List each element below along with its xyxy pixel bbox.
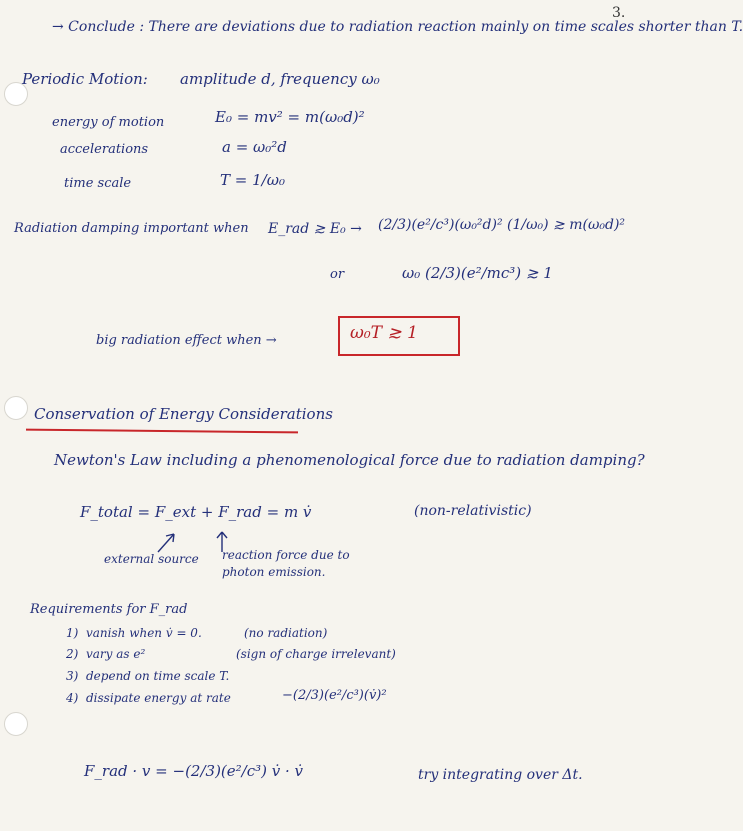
photon-emission-note: photon emission. bbox=[222, 565, 326, 579]
integration-note: try integrating over Δt. bbox=[418, 767, 583, 783]
req-4-num: 4) bbox=[66, 691, 79, 705]
conservation-heading: Conservation of Energy Considerations bbox=[34, 405, 333, 423]
page-number: 3. bbox=[612, 5, 626, 21]
force-equation: F_total = F_ext + F_rad = m v̇ bbox=[80, 503, 312, 521]
energy-equation: E₀ = mv² = m(ω₀d)² bbox=[215, 108, 365, 126]
periodic-heading: Periodic Motion: bbox=[22, 70, 148, 88]
req-3-text: depend on time scale T. bbox=[86, 669, 230, 683]
requirements-heading: Requirements for F_rad bbox=[30, 602, 188, 617]
newton-line: Newton's Law including a phenomenological force due to radiation damping? bbox=[54, 451, 645, 469]
req-4-rate: −(2/3)(e²/c³)(v̇)² bbox=[282, 688, 387, 703]
boxed-result: ω₀T ≳ 1 bbox=[350, 323, 418, 343]
damping-alt-expression: ω₀ (2/3)(e²/mc³) ≳ 1 bbox=[402, 264, 553, 282]
damping-label: Radiation damping important when bbox=[14, 221, 249, 236]
time-scale-label: time scale bbox=[64, 176, 132, 191]
punch-hole-middle bbox=[4, 396, 28, 420]
reaction-force-note: reaction force due to bbox=[222, 548, 350, 562]
punch-hole-bottom bbox=[4, 712, 28, 736]
heading-underline bbox=[26, 429, 298, 434]
req-2-text: vary as e² bbox=[86, 647, 146, 661]
acceleration-label: accelerations bbox=[60, 142, 149, 157]
damping-condition: E_rad ≳ E₀ → bbox=[268, 221, 362, 237]
big-effect-label: big radiation effect when → bbox=[96, 333, 277, 348]
time-scale-equation: T = 1/ω₀ bbox=[220, 171, 285, 189]
req-1-note: (no radiation) bbox=[244, 626, 328, 640]
nonrelativistic-note: (non-relativistic) bbox=[414, 503, 532, 519]
final-equation: F_rad · v = −(2/3)(e²/c³) v̇ · v̇ bbox=[84, 762, 304, 780]
req-1-text: vanish when v̇ = 0. bbox=[86, 626, 202, 640]
req-1-num: 1) bbox=[66, 626, 79, 640]
periodic-params: amplitude d, frequency ω₀ bbox=[180, 70, 380, 88]
energy-label: energy of motion bbox=[52, 115, 165, 130]
conclusion-text: → Conclude : There are deviations due to radiation reaction mainly on time scales shorter than T. bbox=[52, 19, 743, 35]
req-3-num: 3) bbox=[66, 669, 79, 683]
acceleration-equation: a = ω₀²d bbox=[222, 138, 287, 156]
req-2-num: 2) bbox=[66, 647, 79, 661]
req-2-note: (sign of charge irrelevant) bbox=[236, 647, 396, 661]
damping-expression: (2/3)(e²/c³)(ω₀²d)² (1/ω₀) ≳ m(ω₀d)² bbox=[378, 217, 626, 233]
or-text: or bbox=[330, 267, 345, 282]
external-source-note: external source bbox=[104, 552, 199, 566]
req-4-text: dissipate energy at rate bbox=[86, 691, 231, 705]
